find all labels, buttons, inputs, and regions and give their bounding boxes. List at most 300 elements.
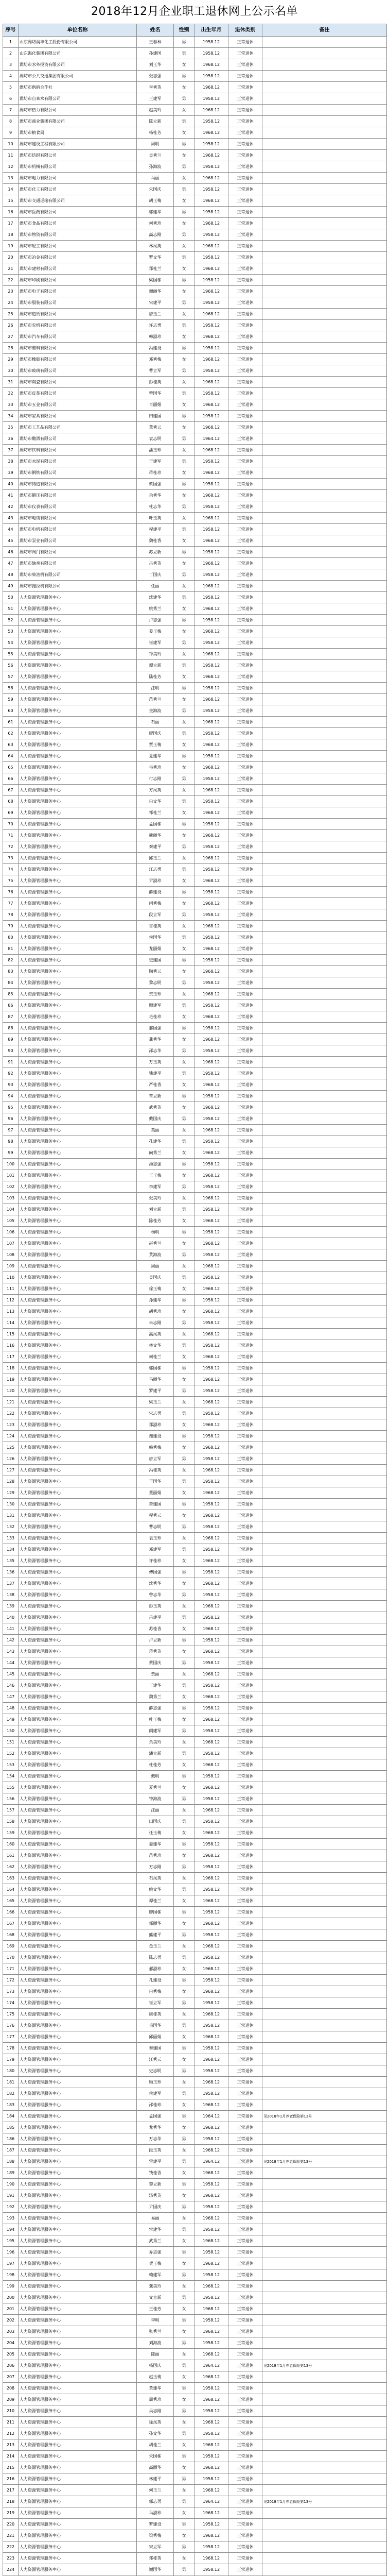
unit-name-cell: 山东海化集团有限公司: [19, 48, 137, 59]
unit-name-cell: 人力资源管理服务中心: [19, 660, 137, 671]
birth-date-cell: 1968.12: [194, 1941, 228, 1952]
birth-date-cell: 1958.12: [194, 2428, 228, 2439]
unit-name-cell: 潍坊市五金有限公司: [19, 399, 137, 411]
person-name-cell: 石凤英: [137, 1873, 174, 1884]
unit-name-cell: 人力资源管理服务中心: [19, 830, 137, 841]
retirement-type-cell: 正常退休: [228, 2156, 262, 2167]
birth-date-cell: 1968.12: [194, 1125, 228, 1136]
unit-name-cell: 人力资源管理服务中心: [19, 1125, 137, 1136]
unit-name-cell: 潍坊市轻工有限公司: [19, 241, 137, 252]
row-number-cell: 100: [3, 1159, 19, 1170]
birth-date-cell: 1958.12: [194, 2451, 228, 2462]
row-number-cell: 154: [3, 1771, 19, 1782]
row-number-cell: 162: [3, 1861, 19, 1873]
person-name-cell: 姚秀兰: [137, 603, 174, 615]
unit-name-cell: 人力资源管理服务中心: [19, 1159, 137, 1170]
remark-cell: [262, 1861, 387, 1873]
unit-name-cell: 潍坊市供销合作社: [19, 82, 137, 93]
remark-cell: [262, 887, 387, 898]
gender-cell: 女: [174, 354, 194, 365]
table-row: [3, 603, 387, 615]
remark-cell: [262, 343, 387, 354]
retirement-type-cell: 正常退休: [228, 2179, 262, 2190]
row-number-cell: 160: [3, 1839, 19, 1850]
table-row: [3, 2190, 387, 2201]
unit-name-cell: 人力资源管理服务中心: [19, 864, 137, 875]
person-name-cell: 戴国庆: [137, 1113, 174, 1125]
gender-cell: 男: [174, 1363, 194, 1374]
table-row: [3, 1261, 387, 1272]
row-number-cell: 89: [3, 1034, 19, 1045]
unit-name-cell: 人力资源管理服务中心: [19, 1215, 137, 1227]
person-name-cell: 罗建平: [137, 1385, 174, 1397]
gender-cell: 女: [174, 2349, 194, 2360]
unit-name-cell: 人力资源管理服务中心: [19, 1057, 137, 1068]
remark-cell: [262, 2462, 387, 2473]
unit-name-cell: 人力资源管理服务中心: [19, 2179, 137, 2190]
remark-cell: [262, 558, 387, 569]
person-name-cell: 赵玉梅: [137, 2371, 174, 2383]
retirement-type-cell: 正常退休: [228, 1476, 262, 1487]
unit-name-cell: 人力资源管理服务中心: [19, 2473, 137, 2485]
remark-cell: [262, 2247, 387, 2258]
person-name-cell: 周秀珍: [137, 2394, 174, 2405]
remark-cell: [262, 1669, 387, 1680]
retirement-type-cell: 正常退休: [228, 2077, 262, 2088]
remark-cell: [262, 1340, 387, 1351]
person-name-cell: 胡桂兰: [137, 2439, 174, 2451]
person-name-cell: 林凤英: [137, 241, 174, 252]
person-name-cell: 张秀兰: [137, 2326, 174, 2337]
person-name-cell: 任丽: [137, 581, 174, 592]
row-number-cell: 183: [3, 2099, 19, 2111]
row-number-cell: 148: [3, 1703, 19, 1714]
gender-cell: 女: [174, 717, 194, 728]
person-name-cell: 黄海波: [137, 1249, 174, 1261]
person-name-cell: 苏桂香: [137, 1623, 174, 1635]
retirement-type-cell: 正常退休: [228, 1895, 262, 1907]
person-name-cell: 孙文华: [137, 2428, 174, 2439]
table-row: [3, 467, 387, 479]
remark-cell: [262, 309, 387, 320]
birth-date-cell: 1968.12: [194, 2371, 228, 2383]
gender-cell: 女: [174, 2167, 194, 2179]
retirement-type-cell: 正常退休: [228, 1227, 262, 1238]
row-number-cell: 179: [3, 2054, 19, 2065]
person-name-cell: 薛建设: [137, 887, 174, 898]
retirement-type-cell: 正常退休: [228, 48, 262, 59]
gender-cell: 女: [174, 898, 194, 909]
unit-name-cell: 人力资源管理服务中心: [19, 1997, 137, 2009]
person-name-cell: 魏秀兰: [137, 1691, 174, 1703]
gender-cell: 男: [174, 479, 194, 490]
retirement-type-cell: 正常退休: [228, 399, 262, 411]
table-row: [3, 1771, 387, 1782]
gender-cell: 女: [174, 853, 194, 864]
retirement-type-cell: 正常退休: [228, 1295, 262, 1306]
row-number-cell: 24: [3, 297, 19, 309]
table-row: [3, 1725, 387, 1737]
unit-name-cell: 人力资源管理服务中心: [19, 1045, 137, 1057]
retirement-type-cell: 正常退休: [228, 1057, 262, 1068]
table-row: [3, 1227, 387, 1238]
birth-date-cell: 1968.12: [194, 354, 228, 365]
table-row: [3, 943, 387, 955]
table-row: [3, 207, 387, 218]
unit-name-cell: 人力资源管理服务中心: [19, 2111, 137, 2122]
unit-name-cell: 人力资源管理服务中心: [19, 2247, 137, 2258]
gender-cell: 男: [174, 1499, 194, 1510]
table-row: [3, 59, 387, 71]
retirement-type-cell: 正常退休: [228, 569, 262, 581]
table-row: [3, 1170, 387, 1181]
row-number-cell: 48: [3, 569, 19, 581]
retirement-type-cell: 正常退休: [228, 59, 262, 71]
person-name-cell: 秦建国: [137, 2043, 174, 2054]
retirement-type-cell: 正常退休: [228, 2349, 262, 2360]
remark-cell: [262, 1975, 387, 1986]
remark-cell: [262, 1499, 387, 1510]
retirement-type-cell: 正常退休: [228, 513, 262, 524]
person-name-cell: 余秀华: [137, 490, 174, 501]
unit-name-cell: 人力资源管理服务中心: [19, 2303, 137, 2315]
retirement-type-cell: 正常退休: [228, 1034, 262, 1045]
table-row: [3, 241, 387, 252]
retirement-type-cell: 正常退休: [228, 1589, 262, 1601]
table-row: [3, 977, 387, 989]
unit-name-cell: 潍坊市泵业有限公司: [19, 535, 137, 547]
birth-date-cell: 1958.12: [194, 456, 228, 467]
remark-cell: [262, 354, 387, 365]
row-number-cell: 71: [3, 830, 19, 841]
remark-cell: [262, 1759, 387, 1771]
row-number-cell: 51: [3, 603, 19, 615]
table-row: [3, 2326, 387, 2337]
gender-cell: 男: [174, 592, 194, 603]
table-row: [3, 1476, 387, 1487]
gender-cell: 男: [174, 977, 194, 989]
unit-name-cell: 潍坊市玻璃有限公司: [19, 365, 137, 377]
gender-cell: 男: [174, 1929, 194, 1941]
birth-date-cell: 1958.12: [194, 1884, 228, 1895]
remark-cell: [262, 2315, 387, 2326]
remark-cell: [262, 535, 387, 547]
table-row: [3, 1805, 387, 1816]
retirement-type-cell: 正常退休: [228, 37, 262, 48]
retirement-type-cell: 正常退休: [228, 2054, 262, 2065]
remark-cell: [262, 1918, 387, 1929]
row-number-cell: 95: [3, 1102, 19, 1113]
retirement-type-cell: 正常退休: [228, 2553, 262, 2564]
table-row: [3, 2530, 387, 2541]
retirement-type-cell: 正常退休: [228, 1261, 262, 1272]
row-number-cell: 52: [3, 615, 19, 626]
person-name-cell: 龙秀华: [137, 2122, 174, 2133]
birth-date-cell: 1968.12: [194, 649, 228, 660]
table-row: [3, 2303, 387, 2315]
person-name-cell: 郝国强: [137, 1023, 174, 1034]
gender-cell: 女: [174, 943, 194, 955]
retirement-type-cell: 正常退休: [228, 1385, 262, 1397]
row-number-cell: 166: [3, 1907, 19, 1918]
unit-name-cell: 人力资源管理服务中心: [19, 2020, 137, 2031]
remark-cell: [262, 2031, 387, 2043]
person-name-cell: 曹志明: [137, 1521, 174, 1533]
unit-name-cell: 人力资源管理服务中心: [19, 1907, 137, 1918]
row-number-cell: 224: [3, 2564, 19, 2575]
birth-date-cell: 1968.12: [194, 762, 228, 773]
remark-cell: [262, 728, 387, 739]
table-row: [3, 1782, 387, 1793]
gender-cell: 女: [174, 2485, 194, 2496]
gender-cell: 男: [174, 161, 194, 173]
gender-cell: 女: [174, 1646, 194, 1657]
gender-cell: 男: [174, 1249, 194, 1261]
birth-date-cell: 1968.12: [194, 1306, 228, 1317]
retirement-type-cell: 正常退休: [228, 501, 262, 513]
remark-cell: [262, 909, 387, 921]
person-name-cell: 邓建军: [137, 1544, 174, 1555]
table-row: [3, 1703, 387, 1714]
remark-cell: [262, 739, 387, 751]
birth-date-cell: 1968.12: [194, 331, 228, 343]
remark-cell: [262, 2099, 387, 2111]
unit-name-cell: 人力资源管理服务中心: [19, 717, 137, 728]
gender-cell: 女: [174, 1510, 194, 1521]
table-row: [3, 2258, 387, 2269]
unit-name-cell: 人力资源管理服务中心: [19, 694, 137, 705]
table-row: [3, 649, 387, 660]
birth-date-cell: 1968.12: [194, 1850, 228, 1861]
remark-cell: [262, 388, 387, 399]
row-number-cell: 130: [3, 1499, 19, 1510]
gender-cell: 女: [174, 2394, 194, 2405]
table-row: [3, 2077, 387, 2088]
birth-date-cell: 1968.12: [194, 1533, 228, 1544]
row-number-cell: 106: [3, 1227, 19, 1238]
gender-cell: 女: [174, 1986, 194, 1997]
remark-cell: [262, 2439, 387, 2451]
gender-cell: 女: [174, 2009, 194, 2020]
unit-name-cell: 潍坊市工艺品有限公司: [19, 422, 137, 433]
birth-date-cell: 1958.12: [194, 1657, 228, 1669]
birth-date-cell: 1968.12: [194, 807, 228, 819]
birth-date-cell: 1958.12: [194, 2133, 228, 2145]
gender-cell: 女: [174, 966, 194, 977]
person-name-cell: 杜桂芳: [137, 1759, 174, 1771]
row-number-cell: 139: [3, 1601, 19, 1612]
table-row: [3, 513, 387, 524]
remark-cell: [262, 1465, 387, 1476]
remark-cell: [262, 433, 387, 445]
retirement-type-cell: 正常退休: [228, 1159, 262, 1170]
person-name-cell: 郭国栋: [137, 1363, 174, 1374]
table-row: [3, 1589, 387, 1601]
retirement-type-cell: 正常退休: [228, 1499, 262, 1510]
remark-cell: [262, 1317, 387, 1329]
person-name-cell: 杨桂芳: [137, 127, 174, 139]
row-number-cell: 108: [3, 1249, 19, 1261]
retirement-type-cell: 正常退休: [228, 1567, 262, 1578]
unit-name-cell: 人力资源管理服务中心: [19, 1601, 137, 1612]
person-name-cell: 金玉兰: [137, 1941, 174, 1952]
retirement-type-cell: 正常退休: [228, 320, 262, 331]
retirement-type-cell: 正常退休: [228, 1170, 262, 1181]
row-number-cell: 190: [3, 2179, 19, 2190]
table-row: [3, 320, 387, 331]
person-name-cell: 武秀英: [137, 1102, 174, 1113]
birth-date-cell: 1958.12: [194, 388, 228, 399]
row-number-cell: 202: [3, 2315, 19, 2326]
retirement-type-cell: 正常退休: [228, 1737, 262, 1748]
gender-cell: 男: [174, 841, 194, 853]
row-number-cell: 79: [3, 921, 19, 932]
birth-date-cell: 1958.12: [194, 1431, 228, 1442]
unit-name-cell: 人力资源管理服务中心: [19, 796, 137, 807]
retirement-type-cell: 正常退休: [228, 2303, 262, 2315]
birth-date-cell: 1958.12: [194, 1476, 228, 1487]
table-row: [3, 139, 387, 150]
birth-date-cell: 1968.12: [194, 1601, 228, 1612]
row-number-cell: 25: [3, 309, 19, 320]
remark-cell: [262, 2349, 387, 2360]
unit-name-cell: 人力资源管理服务中心: [19, 705, 137, 717]
person-name-cell: 韩淑珍: [137, 331, 174, 343]
birth-date-cell: 1968.12: [194, 2462, 228, 2473]
remark-cell: [262, 1691, 387, 1703]
table-row: [3, 1941, 387, 1952]
row-number-cell: 140: [3, 1612, 19, 1623]
unit-name-cell: 潍坊市电机有限公司: [19, 524, 137, 535]
person-name-cell: 吕秀英: [137, 558, 174, 569]
retirement-type-cell: 正常退休: [228, 637, 262, 649]
table-row: [3, 1317, 387, 1329]
row-number-cell: 147: [3, 1691, 19, 1703]
birth-date-cell: 1958.12: [194, 2315, 228, 2326]
person-name-cell: 毛国华: [137, 2020, 174, 2031]
row-number-cell: 104: [3, 1204, 19, 1215]
gender-cell: 女: [174, 490, 194, 501]
remark-cell: [262, 1612, 387, 1623]
table-row: [3, 71, 387, 82]
row-number-cell: 49: [3, 581, 19, 592]
birth-date-cell: 1968.12: [194, 1510, 228, 1521]
table-row: [3, 161, 387, 173]
table-row: [3, 887, 387, 898]
row-number-cell: 94: [3, 1091, 19, 1102]
retirement-type-cell: 正常退休: [228, 263, 262, 275]
person-name-cell: 周丽: [137, 1261, 174, 1272]
gender-cell: 女: [174, 1057, 194, 1068]
gender-cell: 男: [174, 1000, 194, 1011]
gender-cell: 男: [174, 1589, 194, 1601]
gender-cell: 男: [174, 2020, 194, 2031]
unit-name-cell: 人力资源管理服务中心: [19, 1340, 137, 1351]
gender-cell: 男: [174, 2360, 194, 2371]
birth-date-cell: 1958.12: [194, 819, 228, 830]
table-row: [3, 1816, 387, 1827]
row-number-cell: 135: [3, 1555, 19, 1567]
remark-cell: [262, 1238, 387, 1249]
row-number-cell: 114: [3, 1317, 19, 1329]
gender-cell: 女: [174, 1941, 194, 1952]
unit-name-cell: 人力资源管理服务中心: [19, 1227, 137, 1238]
row-number-cell: 13: [3, 173, 19, 184]
retirement-type-cell: 正常退休: [228, 2473, 262, 2485]
person-name-cell: 罗建设: [137, 2519, 174, 2530]
unit-name-cell: 人力资源管理服务中心: [19, 2451, 137, 2462]
retirement-type-cell: 正常退休: [228, 150, 262, 161]
row-number-cell: 206: [3, 2360, 19, 2371]
person-name-cell: 付志刚: [137, 773, 174, 785]
retirement-type-cell: 正常退休: [228, 887, 262, 898]
remark-cell: [262, 173, 387, 184]
person-name-cell: 陆桂芳: [137, 671, 174, 683]
retirement-type-cell: 正常退休: [228, 921, 262, 932]
unit-name-cell: 人力资源管理服务中心: [19, 1102, 137, 1113]
person-name-cell: 高志刚: [137, 229, 174, 241]
birth-date-cell: 1968.12: [194, 1805, 228, 1816]
gender-cell: 女: [174, 1397, 194, 1408]
gender-cell: 女: [174, 921, 194, 932]
table-row: [3, 2405, 387, 2417]
table-row: [3, 1839, 387, 1850]
unit-name-cell: 潍坊市拖拉机有限公司: [19, 581, 137, 592]
person-name-cell: 宋志勇: [137, 1408, 174, 1419]
birth-date-cell: 1968.12: [194, 2031, 228, 2043]
row-number-cell: 181: [3, 2077, 19, 2088]
unit-name-cell: 人力资源管理服务中心: [19, 1317, 137, 1329]
remark-cell: [262, 286, 387, 297]
row-number-cell: 161: [3, 1850, 19, 1861]
person-name-cell: 袁志明: [137, 433, 174, 445]
gender-cell: 女: [174, 513, 194, 524]
table-row: [3, 1907, 387, 1918]
table-header-row: [3, 24, 387, 37]
unit-name-cell: 人力资源管理服务中心: [19, 2043, 137, 2054]
remark-cell: [262, 116, 387, 127]
table-row: [3, 127, 387, 139]
unit-name-cell: 潍坊市商业集团有限公司: [19, 116, 137, 127]
unit-name-cell: 人力资源管理服务中心: [19, 977, 137, 989]
row-number-cell: 169: [3, 1941, 19, 1952]
person-name-cell: 傅国强: [137, 1567, 174, 1578]
row-number-cell: 58: [3, 683, 19, 694]
birth-date-cell: 1968.12: [194, 1963, 228, 1975]
row-number-cell: 116: [3, 1340, 19, 1351]
person-name-cell: 于国华: [137, 1476, 174, 1487]
table-row: [3, 2462, 387, 2473]
table-row: [3, 1601, 387, 1612]
remark-cell: [262, 241, 387, 252]
birth-date-cell: 1968.12: [194, 1102, 228, 1113]
person-name-cell: 韦秀珍: [137, 762, 174, 773]
remark-cell: [262, 2326, 387, 2337]
remark-cell: [262, 1363, 387, 1374]
row-number-cell: 61: [3, 717, 19, 728]
birth-date-cell: 1968.12: [194, 739, 228, 751]
row-number-cell: 125: [3, 1442, 19, 1453]
unit-name-cell: 人力资源管理服务中心: [19, 2439, 137, 2451]
row-number-cell: 66: [3, 773, 19, 785]
unit-name-cell: 人力资源管理服务中心: [19, 1941, 137, 1952]
remark-cell: [262, 1159, 387, 1170]
remark-cell: [262, 1771, 387, 1782]
remark-cell: [262, 1929, 387, 1941]
person-name-cell: 严桂香: [137, 1079, 174, 1091]
table-row: [3, 286, 387, 297]
person-name-cell: 陈立新: [137, 116, 174, 127]
